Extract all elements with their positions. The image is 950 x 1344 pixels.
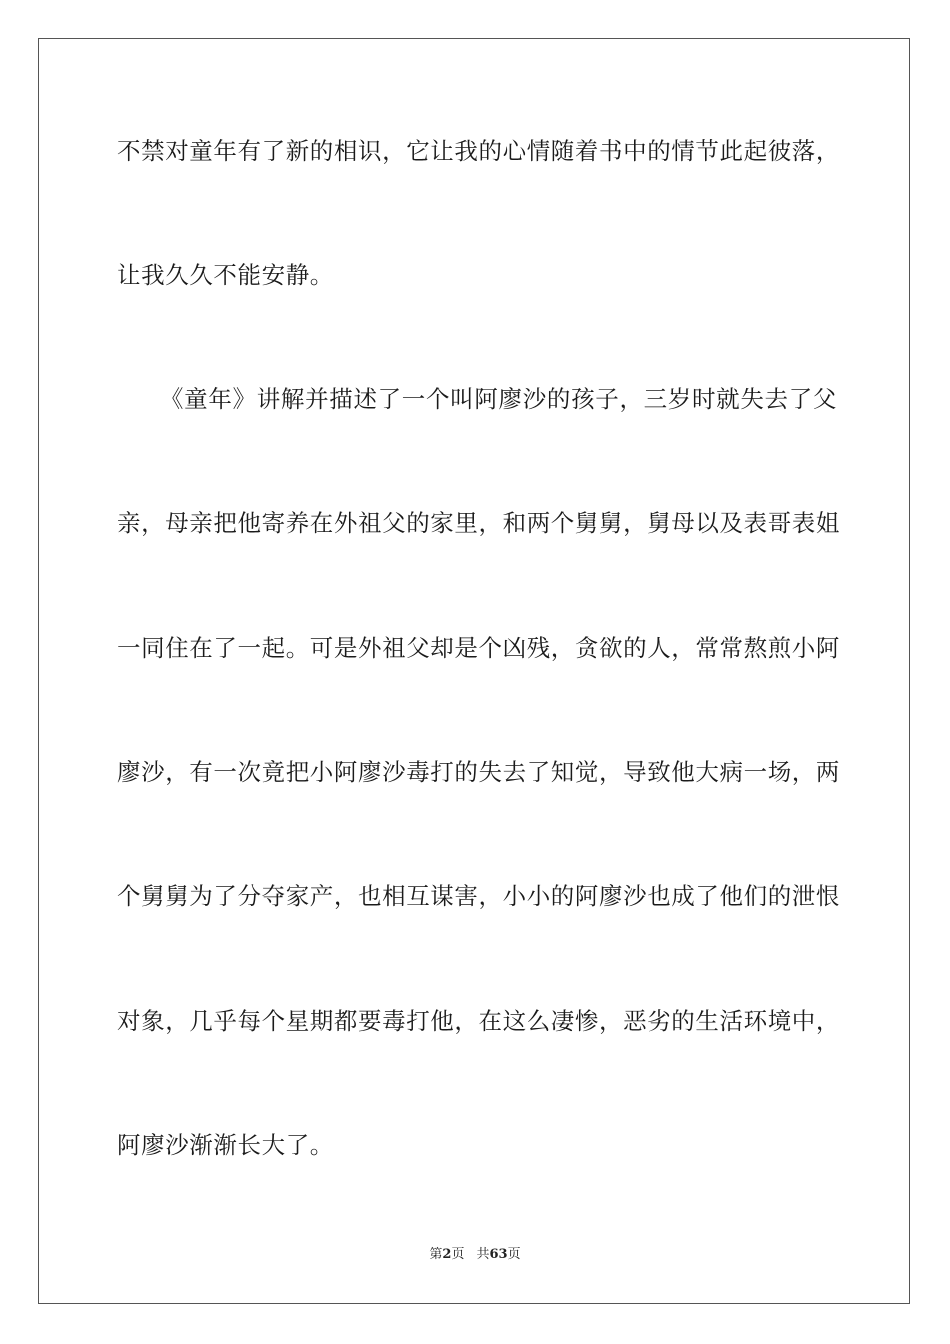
body-text-line: 对象，几乎每个星期都要毒打他，在这么凄惨，恶劣的生活环境中， <box>117 1007 840 1035</box>
page-number: 2 <box>442 1247 452 1262</box>
total-pages: 63 <box>489 1247 508 1262</box>
page-footer <box>0 1246 950 1264</box>
body-text-line: 亲，母亲把他寄养在外祖父的家里，和两个舅舅，舅母以及表哥表姐 <box>117 509 840 537</box>
paragraph-first-line: 《童年》讲解并描述了一个叫阿廖沙的孩子，三岁时就失去了父 <box>160 385 837 413</box>
body-text-line: 一同住在了一起。可是外祖父却是个凶残，贪欲的人，常常熬煎小阿 <box>117 634 840 662</box>
body-text-line: 让我久久不能安静。 <box>117 261 334 289</box>
body-text-line: 阿廖沙渐渐长大了。 <box>117 1131 334 1159</box>
total-suffix: 页 <box>507 1247 521 1262</box>
total-prefix: 共 <box>476 1247 490 1262</box>
body-text-line: 个舅舅为了分夺家产，也相互谋害，小小的阿廖沙也成了他们的泄恨 <box>117 882 840 910</box>
body-text-line: 不禁对童年有了新的相识，它让我的心情随着书中的情节此起彼落， <box>117 137 840 165</box>
page-suffix: 页 <box>451 1247 465 1262</box>
page-prefix: 第 <box>429 1247 443 1262</box>
body-text-line: 廖沙，有一次竟把小阿廖沙毒打的失去了知觉，导致他大病一场，两 <box>117 758 840 786</box>
page-border <box>38 38 910 1304</box>
